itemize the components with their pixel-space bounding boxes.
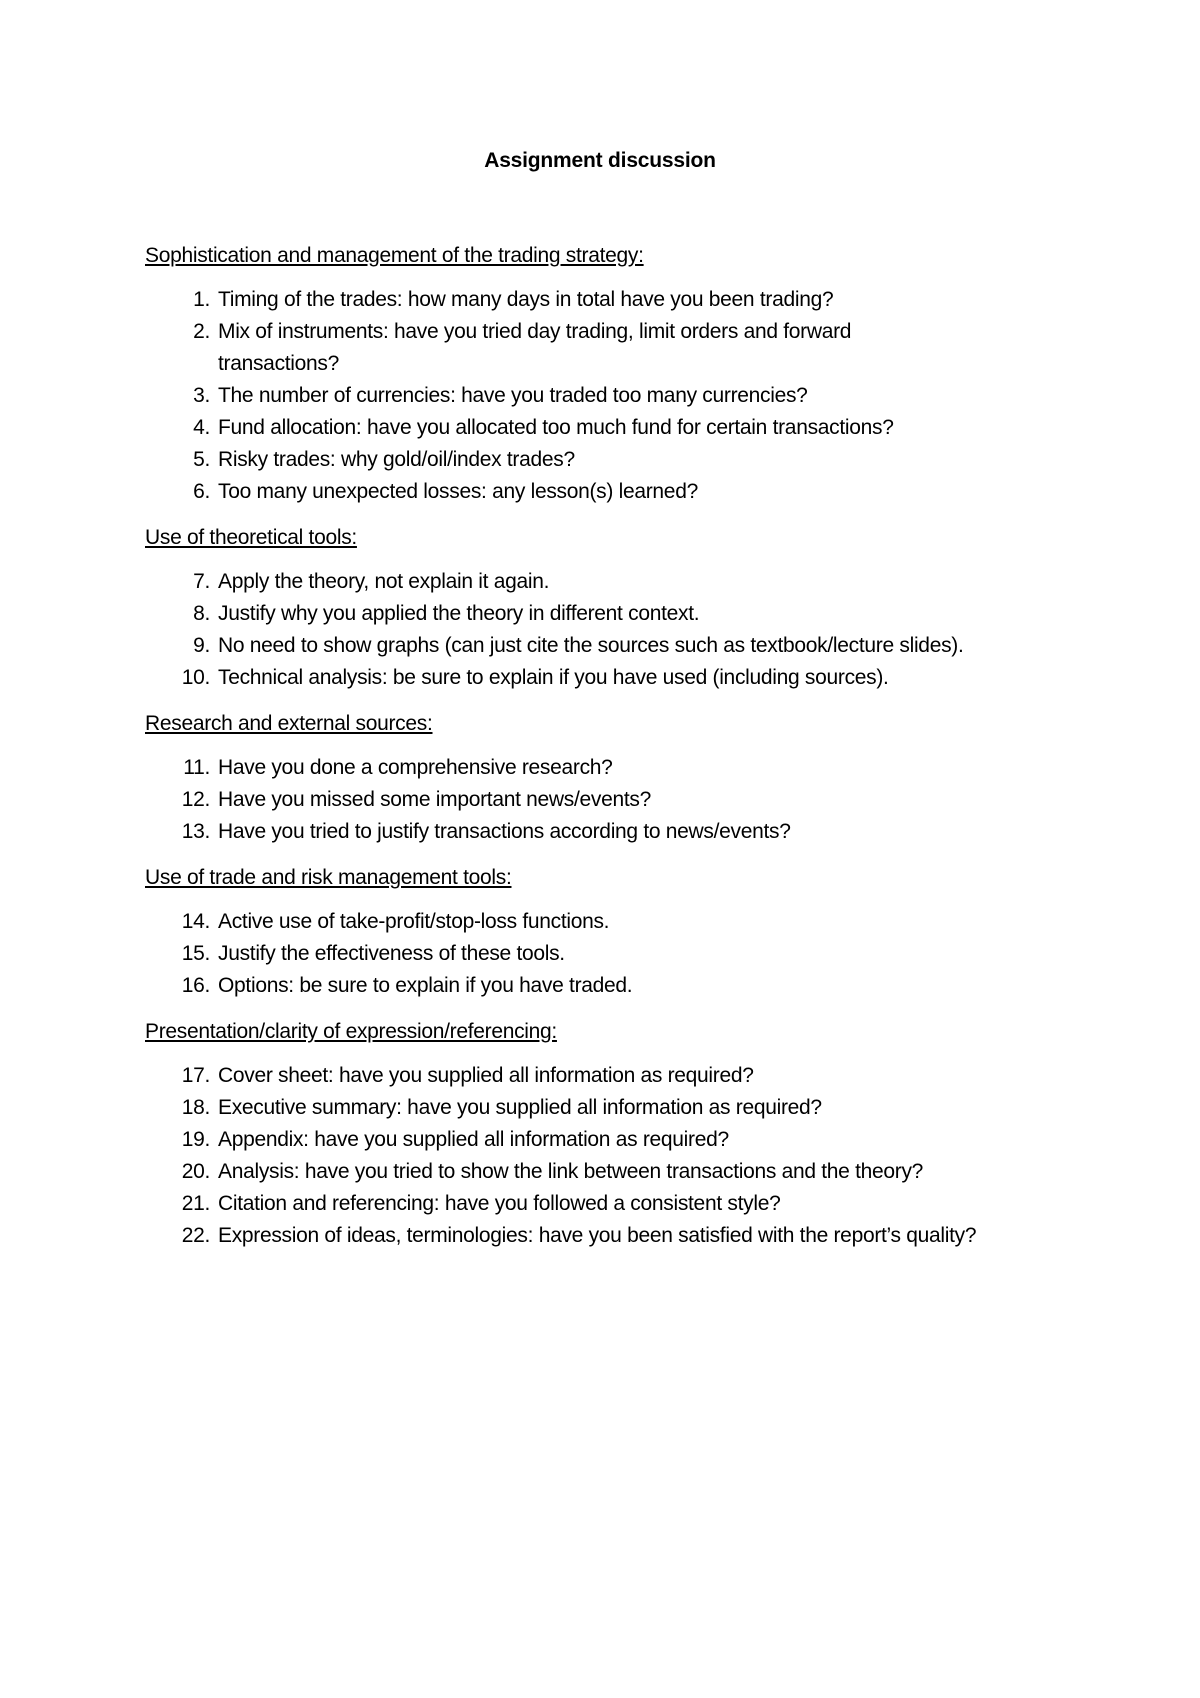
list-item [145, 630, 1145, 662]
numbered-list [145, 752, 1145, 848]
item-text: Active use of take-profit/stop-loss functions. [218, 910, 610, 933]
item-number: 3. [193, 384, 210, 407]
item-number: 20. [181, 1160, 210, 1183]
section-heading: Research and external sources: [145, 712, 433, 735]
item-text: Mix of instruments: have you tried day trading, limit orders and forward transactions? [218, 320, 852, 375]
item-text: The number of currencies: have you traded too many currencies? [218, 384, 808, 407]
item-number: 22. [181, 1224, 210, 1247]
list-item [145, 938, 1145, 970]
list-item [145, 566, 1145, 598]
item-text: Options: be sure to explain if you have traded. [218, 974, 633, 997]
item-number: 7. [193, 570, 210, 593]
list-item [145, 1092, 1145, 1124]
item-number: 13. [181, 820, 210, 843]
section-risk-management [145, 862, 1145, 1002]
list-item [145, 316, 1145, 380]
item-text: Analysis: have you tried to show the link between transactions and the theory? [218, 1160, 924, 1183]
section-presentation [145, 1016, 1145, 1252]
item-text: Expression of ideas, terminologies: have you been satisfied with the report’s quality? [218, 1224, 977, 1247]
section-heading: Presentation/clarity of expression/referencing: [145, 1020, 557, 1043]
numbered-list [145, 906, 1145, 1002]
item-text: Timing of the trades: how many days in total have you been trading? [218, 288, 834, 311]
item-text: Executive summary: have you supplied all information as required? [218, 1096, 822, 1119]
item-text: No need to show graphs (can just cite the sources such as textbook/lecture slides). [218, 634, 964, 657]
item-number: 10. [181, 666, 210, 689]
item-number: 18. [181, 1096, 210, 1119]
list-item [145, 906, 1145, 938]
item-text: Have you missed some important news/events? [218, 788, 651, 811]
section-heading: Use of trade and risk management tools: [145, 866, 512, 889]
list-item [145, 444, 1145, 476]
item-number: 8. [193, 602, 210, 625]
list-item [145, 1220, 1145, 1252]
document-body [145, 240, 1145, 1266]
item-text: Justify the effectiveness of these tools. [218, 942, 565, 965]
item-number: 17. [181, 1064, 210, 1087]
item-text: Justify why you applied the theory in different context. [218, 602, 700, 625]
item-number: 19. [181, 1128, 210, 1151]
list-item [145, 412, 1145, 444]
item-number: 15. [181, 942, 210, 965]
list-item [145, 970, 1145, 1002]
item-number: 9. [193, 634, 210, 657]
item-text: Citation and referencing: have you followed a consistent style? [218, 1192, 781, 1215]
item-text: Have you tried to justify transactions according to news/events? [218, 820, 791, 843]
list-item [145, 1188, 1145, 1220]
section-heading: Use of theoretical tools: [145, 526, 357, 549]
item-number: 14. [181, 910, 210, 933]
section-trading-strategy [145, 240, 1145, 508]
item-text: Appendix: have you supplied all information as required? [218, 1128, 729, 1151]
section-research-sources [145, 708, 1145, 848]
item-number: 21. [181, 1192, 210, 1215]
list-item [145, 662, 1145, 694]
item-text: Apply the theory, not explain it again. [218, 570, 550, 593]
item-text: Cover sheet: have you supplied all information as required? [218, 1064, 754, 1087]
list-item [145, 816, 1145, 848]
item-number: 11. [183, 756, 210, 779]
item-number: 6. [193, 480, 210, 503]
item-text: Risky trades: why gold/oil/index trades? [218, 448, 575, 471]
list-item [145, 1060, 1145, 1092]
item-number: 12. [181, 788, 210, 811]
item-number: 1. [193, 288, 210, 311]
item-text: Fund allocation: have you allocated too much fund for certain transactions? [218, 416, 894, 439]
numbered-list [145, 284, 1145, 508]
item-number: 2. [193, 320, 210, 343]
list-item [145, 784, 1145, 816]
numbered-list [145, 1060, 1145, 1252]
item-text: Have you done a comprehensive research? [218, 756, 613, 779]
page-title: Assignment discussion [484, 149, 716, 172]
numbered-list [145, 566, 1145, 694]
item-number: 5. [193, 448, 210, 471]
list-item [145, 1156, 1145, 1188]
list-item [145, 476, 1145, 508]
item-number: 4. [193, 416, 210, 439]
section-theoretical-tools [145, 522, 1145, 694]
list-item [145, 380, 1145, 412]
item-number: 16. [181, 974, 210, 997]
list-item [145, 752, 1145, 784]
list-item [145, 1124, 1145, 1156]
section-heading: Sophistication and management of the trading strategy: [145, 244, 644, 267]
list-item [145, 284, 1145, 316]
item-text: Too many unexpected losses: any lesson(s) learned? [218, 480, 698, 503]
list-item [145, 598, 1145, 630]
item-text: Technical analysis: be sure to explain if you have used (including sources). [218, 666, 889, 689]
